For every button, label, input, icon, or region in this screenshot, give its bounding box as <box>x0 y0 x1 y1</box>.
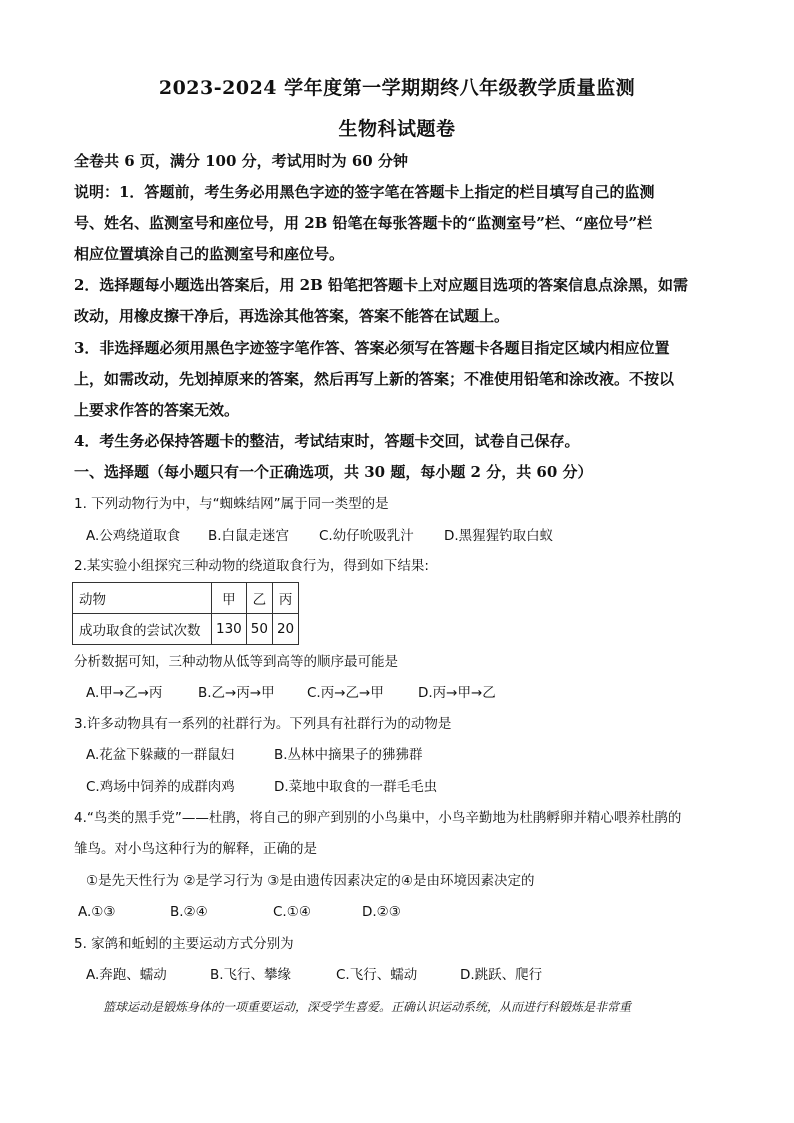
q2-option-a: A.甲→乙→丙 <box>86 685 163 701</box>
q4-statements: ①是先天性行为 ②是学习行为 ③是由遗传因素决定的④是由环境因素决定的 <box>86 873 535 889</box>
q5-option-a: A.奔跑、蠕动 <box>86 967 167 983</box>
instruction-3-line-2: 上，如需改动，先划掉原来的答案，然后再写上新的答案；不准使用铅笔和涂改液。不按以 <box>74 370 675 388</box>
instruction-1-line-1: 说明：1．答题前，考生务必用黑色字迹的签字笔在答题卡上指定的栏目填写自己的监测 <box>74 183 655 201</box>
exam-meta: 全卷共 6 页，满分 100 分，考试用时为 60 分钟 <box>74 152 408 170</box>
instruction-1-line-3: 相应位置填涂自己的监测室号和座位号。 <box>74 245 345 263</box>
table-cell: 20 <box>272 614 298 645</box>
q2-stem: 2.某实验小组探究三种动物的绕道取食行为，得到如下结果: <box>74 558 429 574</box>
q2-option-c: C.丙→乙→甲 <box>307 685 384 701</box>
q5-option-b: B.飞行、攀缘 <box>210 967 292 983</box>
q4-stem-line-2: 雏鸟。对小鸟这种行为的解释，正确的是 <box>74 841 317 857</box>
q5-option-d: D.跳跃、爬行 <box>460 967 543 983</box>
q2-followup: 分析数据可知，三种动物从低等到高等的顺序最可能是 <box>74 654 398 670</box>
table-cell: 130 <box>212 614 247 645</box>
q3-option-a: A.花盆下躲藏的一群鼠妇 <box>86 747 235 763</box>
table-cell: 50 <box>246 614 272 645</box>
q3-option-b: B.丛林中摘果子的狒狒群 <box>274 747 423 763</box>
table-cell: 成功取食的尝试次数 <box>73 614 212 645</box>
table-cell: 乙 <box>246 583 272 614</box>
table-cell: 甲 <box>212 583 247 614</box>
q2-data-table <box>72 582 299 645</box>
q5-option-c: C.飞行、蠕动 <box>336 967 418 983</box>
instruction-4: 4．考生务必保持答题卡的整洁，考试结束时，答题卡交回，试卷自己保存。 <box>74 432 580 450</box>
instruction-2-line-2: 改动，用橡皮擦干净后，再选涂其他答案，答案不能答在试题上。 <box>74 307 510 325</box>
q4-option-a: A.①③ <box>78 904 116 920</box>
q3-option-d: D.菜地中取食的一群毛毛虫 <box>274 779 438 795</box>
instruction-1-line-2: 号、姓名、监测室号和座位号，用 2B 铅笔在每张答题卡的“监测室号”栏、“座位号”栏 <box>74 214 653 232</box>
q2-option-d: D.丙→甲→乙 <box>418 685 496 701</box>
q3-option-c: C.鸡场中饲养的成群肉鸡 <box>86 779 235 795</box>
q1-option-c: C.幼仔吮吸乳汁 <box>319 528 414 544</box>
q5-stem: 5. 家鸽和蚯蚓的主要运动方式分别为 <box>74 936 294 952</box>
q1-option-b: B.白鼠走迷宫 <box>208 528 290 544</box>
q4-option-c: C.①④ <box>273 904 311 920</box>
exam-title: 2023-2024 学年度第一学期期终八年级教学质量监测 <box>158 77 636 99</box>
q4-option-d: D.②③ <box>362 904 401 920</box>
q1-option-a: A.公鸡绕道取食 <box>86 528 181 544</box>
q3-stem: 3.许多动物具有一系列的社群行为。下列具有社群行为的动物是 <box>74 716 452 732</box>
q4-stem-line-1: 4.“鸟类的黑手党”——杜鹃，将自己的卵产到别的小鸟巢中，小鸟辛勤地为杜鹃孵卵并精心喂养杜鹃的 <box>74 810 682 826</box>
exam-subtitle: 生物科试题卷 <box>338 118 456 140</box>
instruction-3-line-3: 上要求作答的答案无效。 <box>74 401 240 419</box>
q1-stem: 1. 下列动物行为中，与“蜘蛛结网”属于同一类型的是 <box>74 496 389 512</box>
instruction-2-line-1: 2．选择题每小题选出答案后，用 2B 铅笔把答题卡上对应题目选项的答案信息点涂黑，如需 <box>74 276 689 294</box>
continuation-text: 篮球运动是锻炼身体的一项重要运动，深受学生喜爱。正确认识运动系统，从而进行科锻炼是非常重 <box>103 1000 632 1014</box>
table-cell: 动物 <box>73 583 212 614</box>
q4-option-b: B.②④ <box>170 904 208 920</box>
q1-option-d: D.黑猩猩钓取白蚁 <box>444 528 554 544</box>
q2-option-b: B.乙→丙→甲 <box>198 685 275 701</box>
section-heading: 一、选择题（每小题只有一个正确选项，共 30 题，每小题 2 分，共 60 分） <box>74 463 593 481</box>
table-row <box>73 583 299 614</box>
instruction-3-line-1: 3．非选择题必须用黑色字迹签字笔作答、答案必须写在答题卡各题目指定区域内相应位置 <box>74 339 670 357</box>
table-row <box>73 614 299 645</box>
table-cell: 丙 <box>272 583 298 614</box>
